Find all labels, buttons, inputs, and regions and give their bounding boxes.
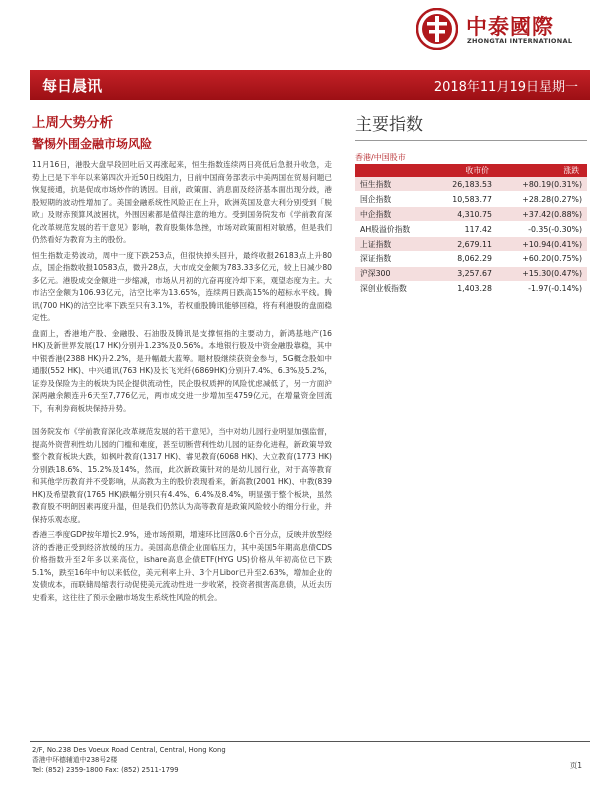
index-name: 中企指数: [355, 207, 433, 222]
index-name: 国企指数: [355, 192, 433, 207]
article-paragraph: 盘面上，香港地产股、金融股、石油股及腾讯是支撑恒指的主要动力，新鸿基地产(16 HK)及新世界发展(17 HK)分别升1.23%及0.56%。本地银行股及中资金融股靠稳，其中中银香港(2388 HK)升2.2%，是升幅最大蓝筹。题材股继续获资金参与，5G概念股如中通服(552 HK)、中兴通讯(763 HK)及长飞光纤(6869HK)分别升7.4%、6.3%及5.2%，证券及保险为主的板块为民企提供流动性，民企股权质押的风险忧虑减低了，另一方面沪深两融余额连升6天至7,776亿元，两市成交进一步增加至4759亿元，在增量资金回流下，有利券商板块保持升势。: [32, 328, 332, 413]
header-close: 收市价: [433, 164, 497, 177]
contact-numbers: Tel: (852) 2359-1800 Fax: (852) 2511-1799: [32, 766, 179, 774]
header-banner: [30, 70, 590, 100]
index-name: AH股溢价指数: [355, 222, 433, 237]
table-row: [355, 281, 587, 296]
index-change: +37.42(0.88%): [497, 207, 587, 222]
article-paragraph: 国务院发布《学前教育深化改革规范发展的若干意见》，当中对幼儿园行业明显加强监督，提高外资营利性幼儿园的门槛和难度，甚至切断营利性幼儿园的证券化进程，新政策导致整个教育板块大跌，如枫叶教育(1317 HK)、睿见教育(6068 HK)、大立教育(1773 HK)分别跌18.6%、15.2%及14%，然而，此次新政策针对的是幼儿园行业，对于高等教育和其他学历教育并不受影响，从高教为主的股价表现看来，新高教(2001 HK)、中教(839 HK)及希望教育(1765 HK)跌幅分别只有4.4%、6.4%及8.4%，明显强于整个板块，虽然教育股不明朗因素再度升温，但是我们仍然认为高等教育是政策风险较小的细分行业，并保持乐观态度。: [32, 427, 332, 524]
brand-name-cn: 中泰國際: [466, 15, 554, 39]
index-close: 3,257.67: [433, 266, 497, 281]
article-paragraph: 11月16日，港股大盘早段回吐后又再涨起来，恒生指数连续两日亮低后急报升收急，走势上已是下半年以来第四次升近50日线阻力，日前中国商务部表示中美两国在贸易问题已恢复接通，抗是促成市场炒作的诱因。目前，政策面、消息面及经济基本面出现分歧，港股短期的波动性增加了。美国金融系统性风险正在上升，欧洲英国及意大利分别受到「脱欧」及财赤预算风波困扰，外围因素都是值得注意的地方。受到国务院发布《学前教育深化改革规范发展的若干意见》影响，教育股集体急挫，市场对政策面相对敏感，但是我们仍然看好为教育为主的股份。: [32, 160, 332, 244]
article-subtitle: 警惕外围金融市场风险: [32, 137, 153, 151]
article-paragraph: 香港三季度GDP按年增长2.9%，逊市场预期，增速环比回落0.6个百分点，反映并放型经济的香港正受到经济放缓的压力。美国高息债企业面临压力，其中美国5年期高息债CDS价格指数升至2年多以来高位，ishare高息企债ETF(HYG US)价格从年初高位已下跌5.1%，跌至16年中旬以来低位，美元利率上升、3个月Libor已升至2.63%，增加企业的发债成本，而联储局缩表行动促使美元流动性进一步收紧，投资者损害高息债，从近去历史看来，这往往了预示金融市场发生系统性风险的机会。: [32, 530, 332, 602]
indices-header-row: [355, 164, 587, 177]
indices-title: 主要指数: [355, 114, 587, 141]
index-change: +80.19(0.31%): [497, 177, 587, 192]
address-cn: 香港中环德辅道中238号2楼: [32, 756, 118, 764]
header-blank: [355, 164, 433, 177]
index-close: 8,062.29: [433, 251, 497, 266]
index-name: 上证指数: [355, 237, 433, 252]
index-close: 26,183.53: [433, 177, 497, 192]
footer-divider: [30, 741, 590, 742]
section-title: 上周大势分析: [32, 115, 113, 131]
footer-address: [32, 745, 226, 775]
index-close: 1,403.28: [433, 281, 497, 296]
index-change: -0.35(-0.30%): [497, 222, 587, 237]
table-row: [355, 177, 587, 192]
brand-name-en: ZHONGTAI INTERNATIONAL: [467, 37, 573, 45]
index-change: +28.28(0.27%): [497, 192, 587, 207]
index-name: 深创业板指数: [355, 281, 433, 296]
article-paragraph: 恒生指数走势波动，周中一度下跌253点，但很快掉头回升，最终收报26183点上升80点，国企指数收报10583点，微升28点，大市成交金额为783.33多亿元，较上日减少80多亿元。港股成交金额进一步缩减，市场从月初的亢奋再度冷却下来，观望态度为主。大市沽空金额为106.93亿元，沽空比率为13.65%，连续两日跌高15%的超标水平线。腾讯(700 HK)的沽空比率下跌至只有3.1%，若权重股腾讯能够回稳，将有利港股的盘面稳定性。: [32, 250, 332, 322]
table-row: [355, 222, 587, 237]
table-row: [355, 207, 587, 222]
page-number: 页1: [569, 761, 582, 770]
index-close: 4,310.75: [433, 207, 497, 222]
report-title: 每日晨讯: [42, 77, 103, 95]
table-row: [355, 192, 587, 207]
indices-caption: 香港/中国股市: [355, 153, 406, 162]
index-change: -1.97(-0.14%): [497, 281, 587, 296]
header-change: 涨跌: [497, 164, 587, 177]
index-close: 10,583.77: [433, 192, 497, 207]
table-row: [355, 237, 587, 252]
index-close: 117.42: [433, 222, 497, 237]
zhongtai-logo-icon: [416, 8, 458, 50]
company-logo: [416, 8, 584, 52]
report-date: 2018年11月19日星期一: [433, 80, 578, 95]
index-name: 深证指数: [355, 251, 433, 266]
article-column: [32, 114, 332, 607]
index-name: 沪深300: [355, 266, 433, 281]
index-name: 恒生指数: [355, 177, 433, 192]
address-en: 2/F, No.238 Des Voeux Road Central, Central, Hong Kong: [32, 746, 226, 754]
index-change: +10.94(0.41%): [497, 237, 587, 252]
indices-table: [355, 164, 587, 297]
index-change: +15.30(0.47%): [497, 266, 587, 281]
index-close: 2,679.11: [433, 237, 497, 252]
index-change: +60.20(0.75%): [497, 251, 587, 266]
table-row: [355, 251, 587, 266]
table-row: [355, 266, 587, 281]
